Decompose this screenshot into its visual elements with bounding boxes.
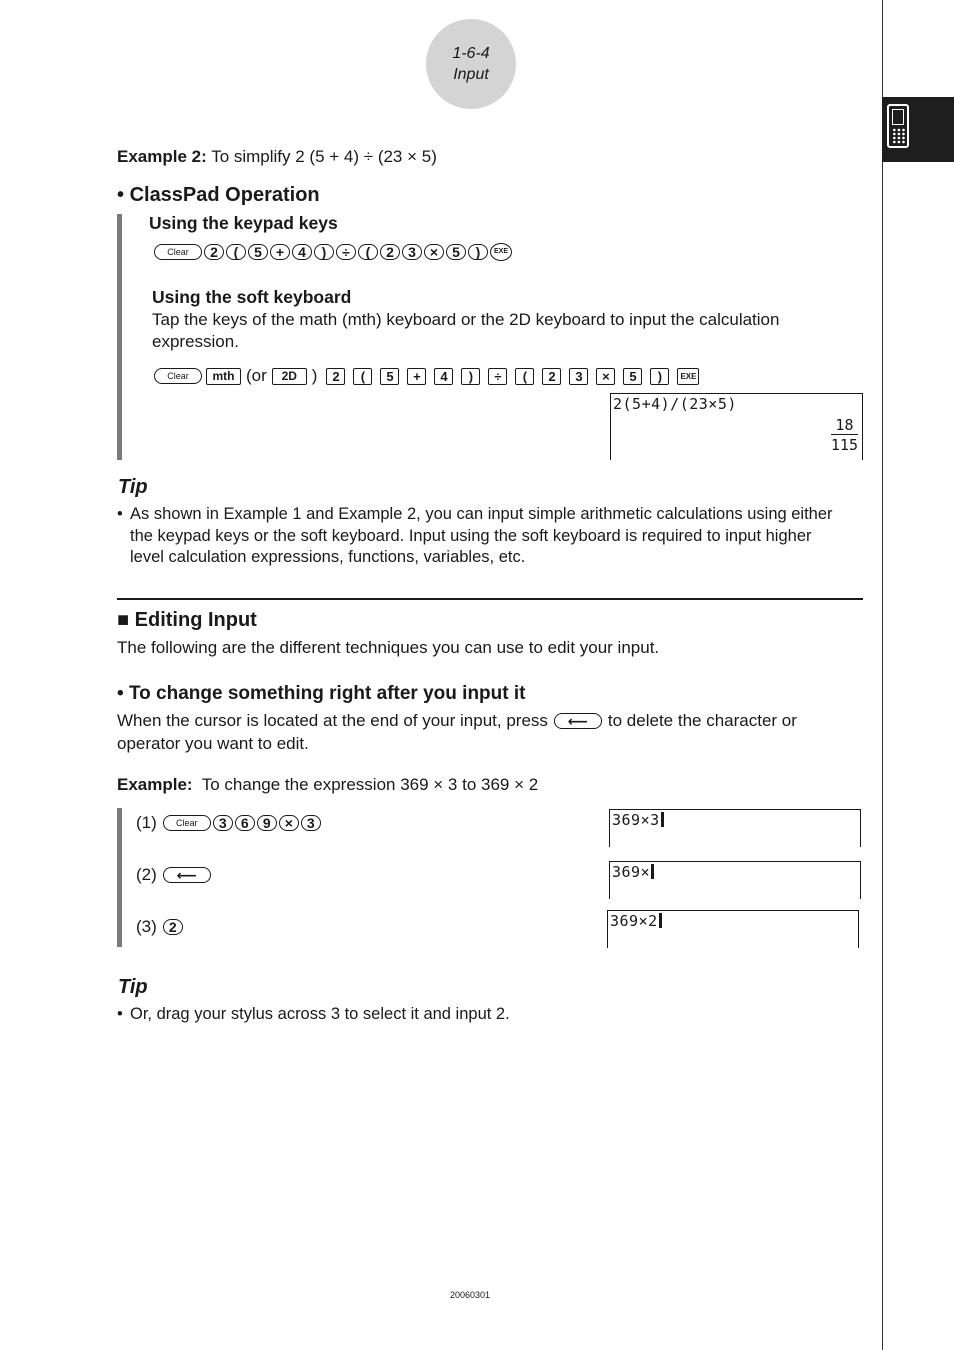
or-text: (or — [246, 366, 267, 385]
key-6: 6 — [235, 815, 255, 831]
clear-key: Clear — [154, 368, 202, 384]
screen-result — [831, 416, 858, 454]
soft-key-sequence — [154, 366, 699, 386]
tip-line-1: As shown in Example 1 and Example 2, you can input simple arithmetic calculations using either — [130, 505, 833, 523]
editing-intro: The following are the different techniques you can use to edit your input. — [117, 638, 660, 657]
example-label: Example: — [117, 775, 193, 794]
key-EXE: EXE — [677, 368, 699, 385]
chapter-tab — [882, 97, 954, 162]
key-d7: × — [596, 368, 615, 385]
result-numerator: 18 — [835, 416, 854, 434]
key-d7: × — [424, 244, 444, 260]
screen-expression: 2(5+4)/(23×5) — [613, 395, 737, 413]
key-5: 5 — [248, 244, 268, 260]
steps-bar — [117, 808, 122, 947]
key-5: 5 — [623, 368, 642, 385]
key-28: ( — [353, 368, 372, 385]
tip2-heading: Tip — [118, 976, 148, 998]
editing-heading: ■ Editing Input — [117, 609, 257, 631]
key-29: ) — [650, 368, 669, 385]
tip2-line-1: Or, drag your stylus across 3 to select it and input 2. — [130, 1005, 510, 1023]
key-3: 3 — [213, 815, 233, 831]
step-label: (2) — [136, 865, 157, 884]
square-bullet: ■ — [117, 609, 130, 631]
key-5: 5 — [380, 368, 399, 385]
key-5: 5 — [446, 244, 466, 260]
key-29: ) — [468, 244, 488, 260]
key-3: 3 — [301, 815, 321, 831]
change-heading: • To change something right after you input it — [117, 683, 526, 704]
margin-rule — [882, 0, 883, 1350]
key-2: 2 — [380, 244, 400, 260]
tip2-bullet: • — [117, 1005, 123, 1023]
key-2b: + — [407, 368, 426, 385]
key-29: ) — [461, 368, 480, 385]
section-divider — [117, 598, 863, 600]
key-4: 4 — [434, 368, 453, 385]
text-cursor — [659, 913, 662, 928]
screen-expression: 369×2 — [610, 912, 662, 930]
keypad-heading: Using the keypad keys — [149, 213, 338, 233]
step-3 — [136, 916, 183, 938]
classpad-heading: • ClassPad Operation — [117, 184, 320, 206]
footer-code: 20060301 — [449, 1290, 491, 1300]
key-backspace: ⟵ — [163, 867, 211, 883]
calc-screen-step-3 — [607, 910, 859, 948]
key-EXE: EXE — [490, 243, 512, 261]
change-text-1: When the cursor is located at the end of your input, press ⟵ to delete the character or — [117, 711, 797, 730]
backspace-key: ⟵ — [554, 713, 602, 729]
key-3: 3 — [402, 244, 422, 260]
result-denominator: 115 — [830, 436, 858, 454]
example-line — [117, 774, 538, 796]
key-f7: ÷ — [336, 244, 356, 260]
calc-screen-step-1 — [609, 809, 861, 847]
key-2: 2 — [163, 919, 183, 935]
key-d7: × — [279, 815, 299, 831]
key-2: 2 — [542, 368, 561, 385]
key-4: 4 — [292, 244, 312, 260]
step-label: (3) — [136, 917, 157, 936]
mth-key: mth — [206, 368, 241, 385]
key-28: ( — [226, 244, 246, 260]
text-cursor — [661, 812, 664, 827]
soft-keyboard-text-1: Tap the keys of the math (mth) keyboard or the 2D keyboard to input the calculation — [152, 310, 780, 329]
key-2: 2 — [326, 368, 345, 385]
keypad-key-sequence — [154, 243, 512, 261]
calc-screen-example2 — [610, 393, 863, 460]
tip-line-2: the keypad keys or the soft keyboard. Input using the soft keyboard is required to input higher — [130, 527, 812, 545]
tip-line-3: level calculation expressions, functions, variables, etc. — [130, 548, 526, 566]
key-2b: + — [270, 244, 290, 260]
calc-screen-step-2 — [609, 861, 861, 899]
section-name: Input — [453, 66, 489, 83]
example-text: To change the expression 369 × 3 to 369 × 2 — [201, 775, 539, 794]
change-text-2: operator you want to edit. — [117, 734, 309, 753]
screen-expression: 369×3 — [612, 811, 664, 829]
key-2: 2 — [204, 244, 224, 260]
key-Clear: Clear — [163, 815, 211, 831]
step-2 — [136, 864, 211, 886]
tip-bullet: • — [117, 505, 123, 523]
step-label: (1) — [136, 813, 157, 832]
2d-key: 2D — [272, 368, 307, 385]
text-cursor — [651, 864, 654, 879]
screen-expression: 369× — [612, 863, 654, 881]
key-Clear: Clear — [154, 244, 202, 260]
key-28: ( — [515, 368, 534, 385]
example2-text: To simplify 2 (5 + 4) ÷ (23 × 5) — [211, 147, 437, 166]
key-29: ) — [314, 244, 334, 260]
soft-keyboard-text-2: expression. — [152, 332, 239, 351]
key-9: 9 — [257, 815, 277, 831]
key-28: ( — [358, 244, 378, 260]
key-f7: ÷ — [488, 368, 507, 385]
tip-heading: Tip — [118, 476, 148, 498]
step-1 — [136, 812, 321, 834]
soft-keyboard-heading: Using the soft keyboard — [152, 287, 352, 307]
page-number: 1-6-4 — [452, 45, 490, 62]
operation-bar — [117, 214, 122, 460]
soft-keys — [326, 368, 699, 385]
example2-line — [117, 146, 437, 168]
key-3: 3 — [569, 368, 588, 385]
example2-label: Example 2: — [117, 147, 207, 166]
close-paren-text: ) — [311, 366, 318, 385]
page-number-badge — [426, 19, 516, 109]
calculator-icon — [887, 104, 909, 148]
